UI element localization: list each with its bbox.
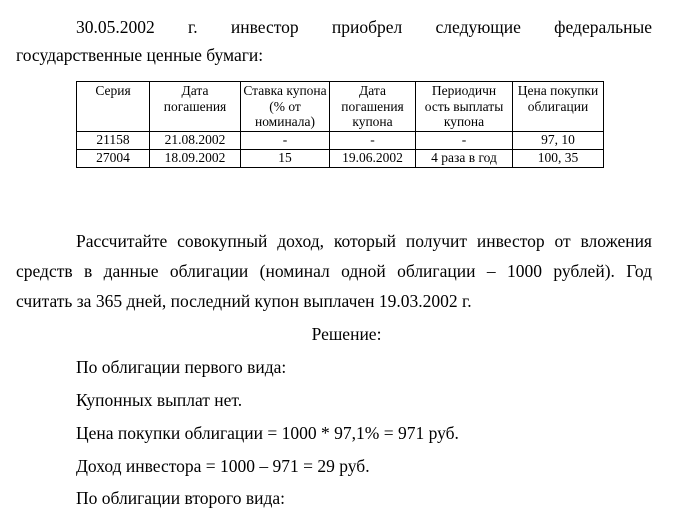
cell-purchase-price: 97, 10 bbox=[513, 131, 604, 149]
intro-line-2: государственные ценные бумаги: bbox=[16, 45, 264, 65]
intro-line-1: 30.05.2002 г. инвестор приобрел следующие федеральные bbox=[76, 17, 652, 37]
task-line-3: считать за 365 дней, последний купон выплачен 19.03.2002 г. bbox=[16, 291, 472, 311]
table-header-row bbox=[77, 82, 604, 132]
task-line-1: Рассчитайте совокупный доход, который получит инвестор от вложения bbox=[76, 231, 652, 251]
header-coupon-frequency: Периодичн ость выплаты купона bbox=[416, 82, 513, 132]
solution-line: Купонных выплат нет. bbox=[76, 390, 243, 410]
cell-purchase-price: 100, 35 bbox=[513, 149, 604, 167]
header-coupon-date: Дата погашения купона bbox=[330, 82, 416, 132]
header-purchase-price: Цена покупки облигации bbox=[513, 82, 604, 132]
solution-line: По облигации второго вида: bbox=[76, 488, 286, 508]
cell-coupon-rate: 15 bbox=[241, 149, 330, 167]
table-row bbox=[77, 149, 604, 167]
solution-line: Доход инвестора = 1000 – 971 = 29 руб. bbox=[76, 456, 370, 476]
header-maturity-date: Дата погашения bbox=[150, 82, 241, 132]
cell-maturity-date: 18.09.2002 bbox=[150, 149, 241, 167]
cell-coupon-date: - bbox=[330, 131, 416, 149]
solution-line: Цена покупки облигации = 1000 * 97,1% = 971 руб. bbox=[76, 423, 459, 443]
header-series: Серия bbox=[77, 82, 150, 132]
cell-coupon-date: 19.06.2002 bbox=[330, 149, 416, 167]
cell-series: 27004 bbox=[77, 149, 150, 167]
table-row bbox=[77, 131, 604, 149]
solution-title: Решение: bbox=[311, 324, 382, 344]
cell-maturity-date: 21.08.2002 bbox=[150, 131, 241, 149]
header-coupon-rate: Ставка купона (% от номинала) bbox=[241, 82, 330, 132]
cell-coupon-rate: - bbox=[241, 131, 330, 149]
task-line-2: средств в данные облигации (номинал одной облигации – 1000 рублей). Год bbox=[16, 261, 652, 281]
solution-line: По облигации первого вида: bbox=[76, 357, 287, 377]
bonds-table bbox=[76, 81, 604, 168]
cell-coupon-frequency: 4 раза в год bbox=[416, 149, 513, 167]
cell-coupon-frequency: - bbox=[416, 131, 513, 149]
cell-series: 21158 bbox=[77, 131, 150, 149]
